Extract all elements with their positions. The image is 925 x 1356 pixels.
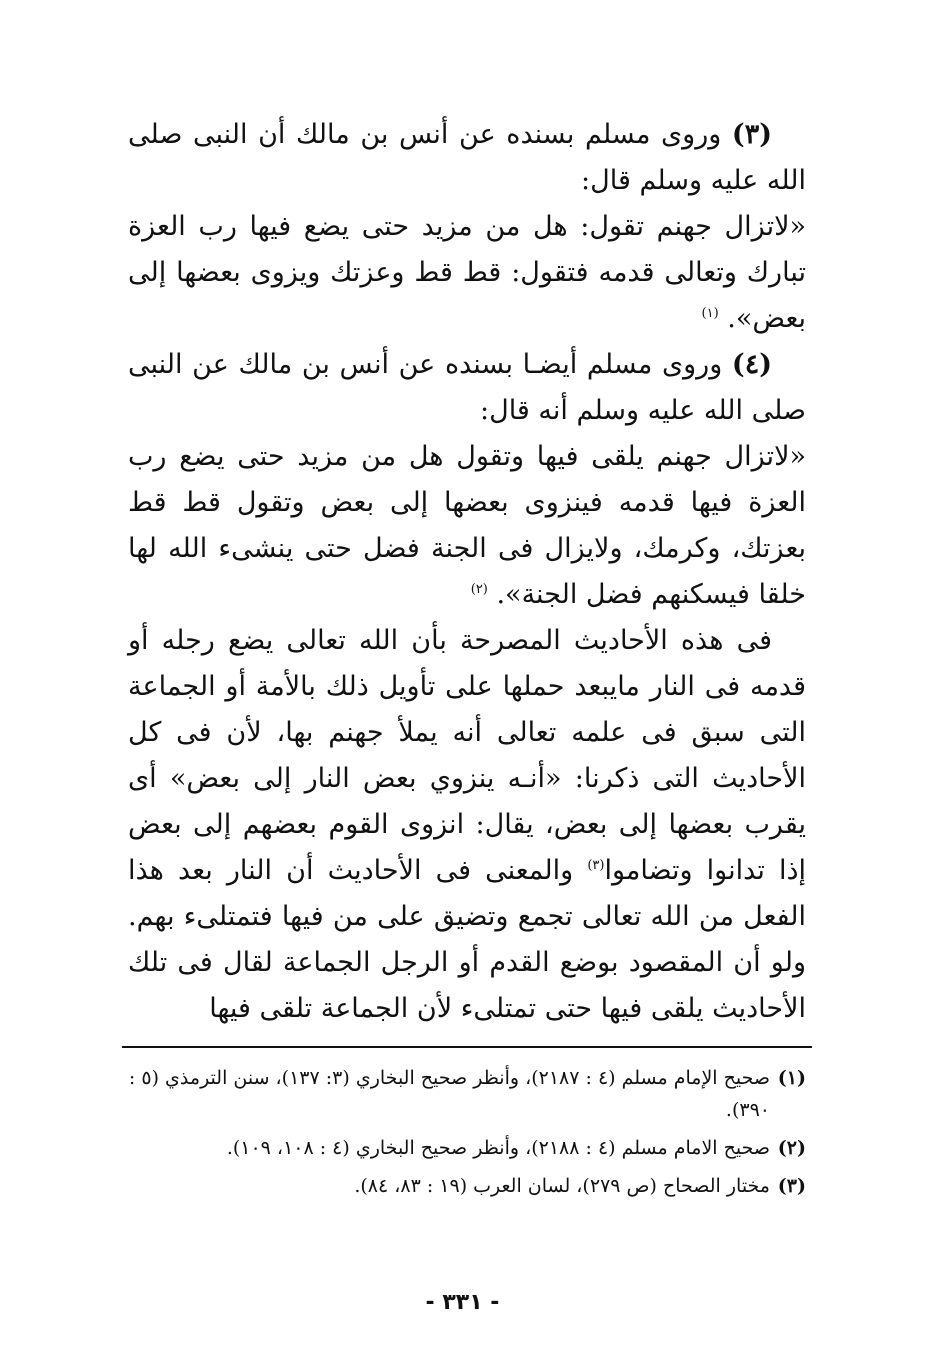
footnote-ref-3: (٣): [587, 858, 605, 873]
footnotes: [128, 1062, 806, 1208]
paragraph-number: (٣): [731, 119, 772, 150]
paragraph-number: (٤): [731, 349, 772, 380]
footnote-3: [128, 1170, 806, 1202]
footnote-ref-1: (١): [701, 306, 719, 321]
footnote-divider: [122, 1046, 812, 1048]
footnote-number: (٢): [777, 1137, 806, 1159]
footnote-text: صحيح الامام مسلم (٤ : ٢١٨٨)، وأنظر صحيح البخاري (٤ : ١٠٨، ١٠٩).: [226, 1137, 770, 1159]
quote-text: «لاتزال جهنم تقول: هل من مزيد حتى يضع فيها رب العزة تبارك وتعالى قدمه فتقول: قط قط وعزتك ويزوى بعضها إلى بعض».: [128, 211, 806, 334]
quote-text: «لاتزال جهنم يلقى فيها وتقول هل من مزيد حتى يضع رب العزة فيها قدمه فينزوى بعضها إلى بعض وتقول قط قط بعزتك، وكرمك، ولايزال فى الجنة فضل حتى ينشىء الله لها خلقا فيسكنهم فضل الجنة».: [128, 441, 806, 610]
footnote-number: (٣): [777, 1175, 806, 1197]
paragraph-hadith-4: [128, 342, 806, 434]
main-text: [128, 112, 806, 1032]
paragraph-text: وروى مسلم بسنده عن أنس بن مالك أن النبى صلى الله عليه وسلم قال:: [128, 119, 806, 196]
hadith-quote-2: [128, 434, 806, 618]
footnote-text: مختار الصحاح (ص ٢٧٩)، لسان العرب (١٩ : ٨٣، ٨٤).: [354, 1175, 770, 1197]
analysis-text-b: والمعنى فى الأحاديث أن النار بعد هذا الفعل من الله تعالى تجمع وتضيق على من فيها فتمتلىء بهم. ولو أن المقصود بوضع القدم أو الرجل الجماعة لقال فى تلك الأحاديث يلقى فيها حتى تمتلىء لأن الجماعة تلقى فيها: [128, 855, 806, 1024]
page-number: - ٣٣١ -: [425, 1290, 500, 1315]
paragraph-analysis: [128, 618, 806, 1032]
footnote-ref-2: (٢): [470, 582, 488, 597]
footnote-text: صحيح الإمام مسلم (٤ : ٢١٨٧)، وأنظر صحيح البخاري (٣: ١٣٧)، سنن الترمذي (٥ : ٣٩٠).: [128, 1067, 770, 1121]
paragraph-hadith-3: [128, 112, 806, 204]
paragraph-text: وروى مسلم أيضـا بسنده عن أنس بن مالك عن النبى صلى الله عليه وسلم أنه قال:: [128, 349, 806, 426]
footnote-2: [128, 1132, 806, 1164]
hadith-quote-1: [128, 204, 806, 342]
footnote-number: (١): [777, 1067, 806, 1089]
footnote-1: [128, 1062, 806, 1126]
analysis-text-a: فى هذه الأحاديث المصرحة بأن الله تعالى يضع رجله أو قدمه فى النار مايبعد حملها على تأويل ذلك بالأمة أو الجماعة التى سبق فى علمه تعالى أنه يملأ جهنم بها، لأن فى كل الأحاديث التى ذكرنا: «أنـه ينزوي بعض النار إلى بعض» أى يقرب بعضها إلى بعض، يقال: انزوى القوم بعضهم إلى بعض إذا تدانوا وتضاموا: [128, 625, 806, 886]
